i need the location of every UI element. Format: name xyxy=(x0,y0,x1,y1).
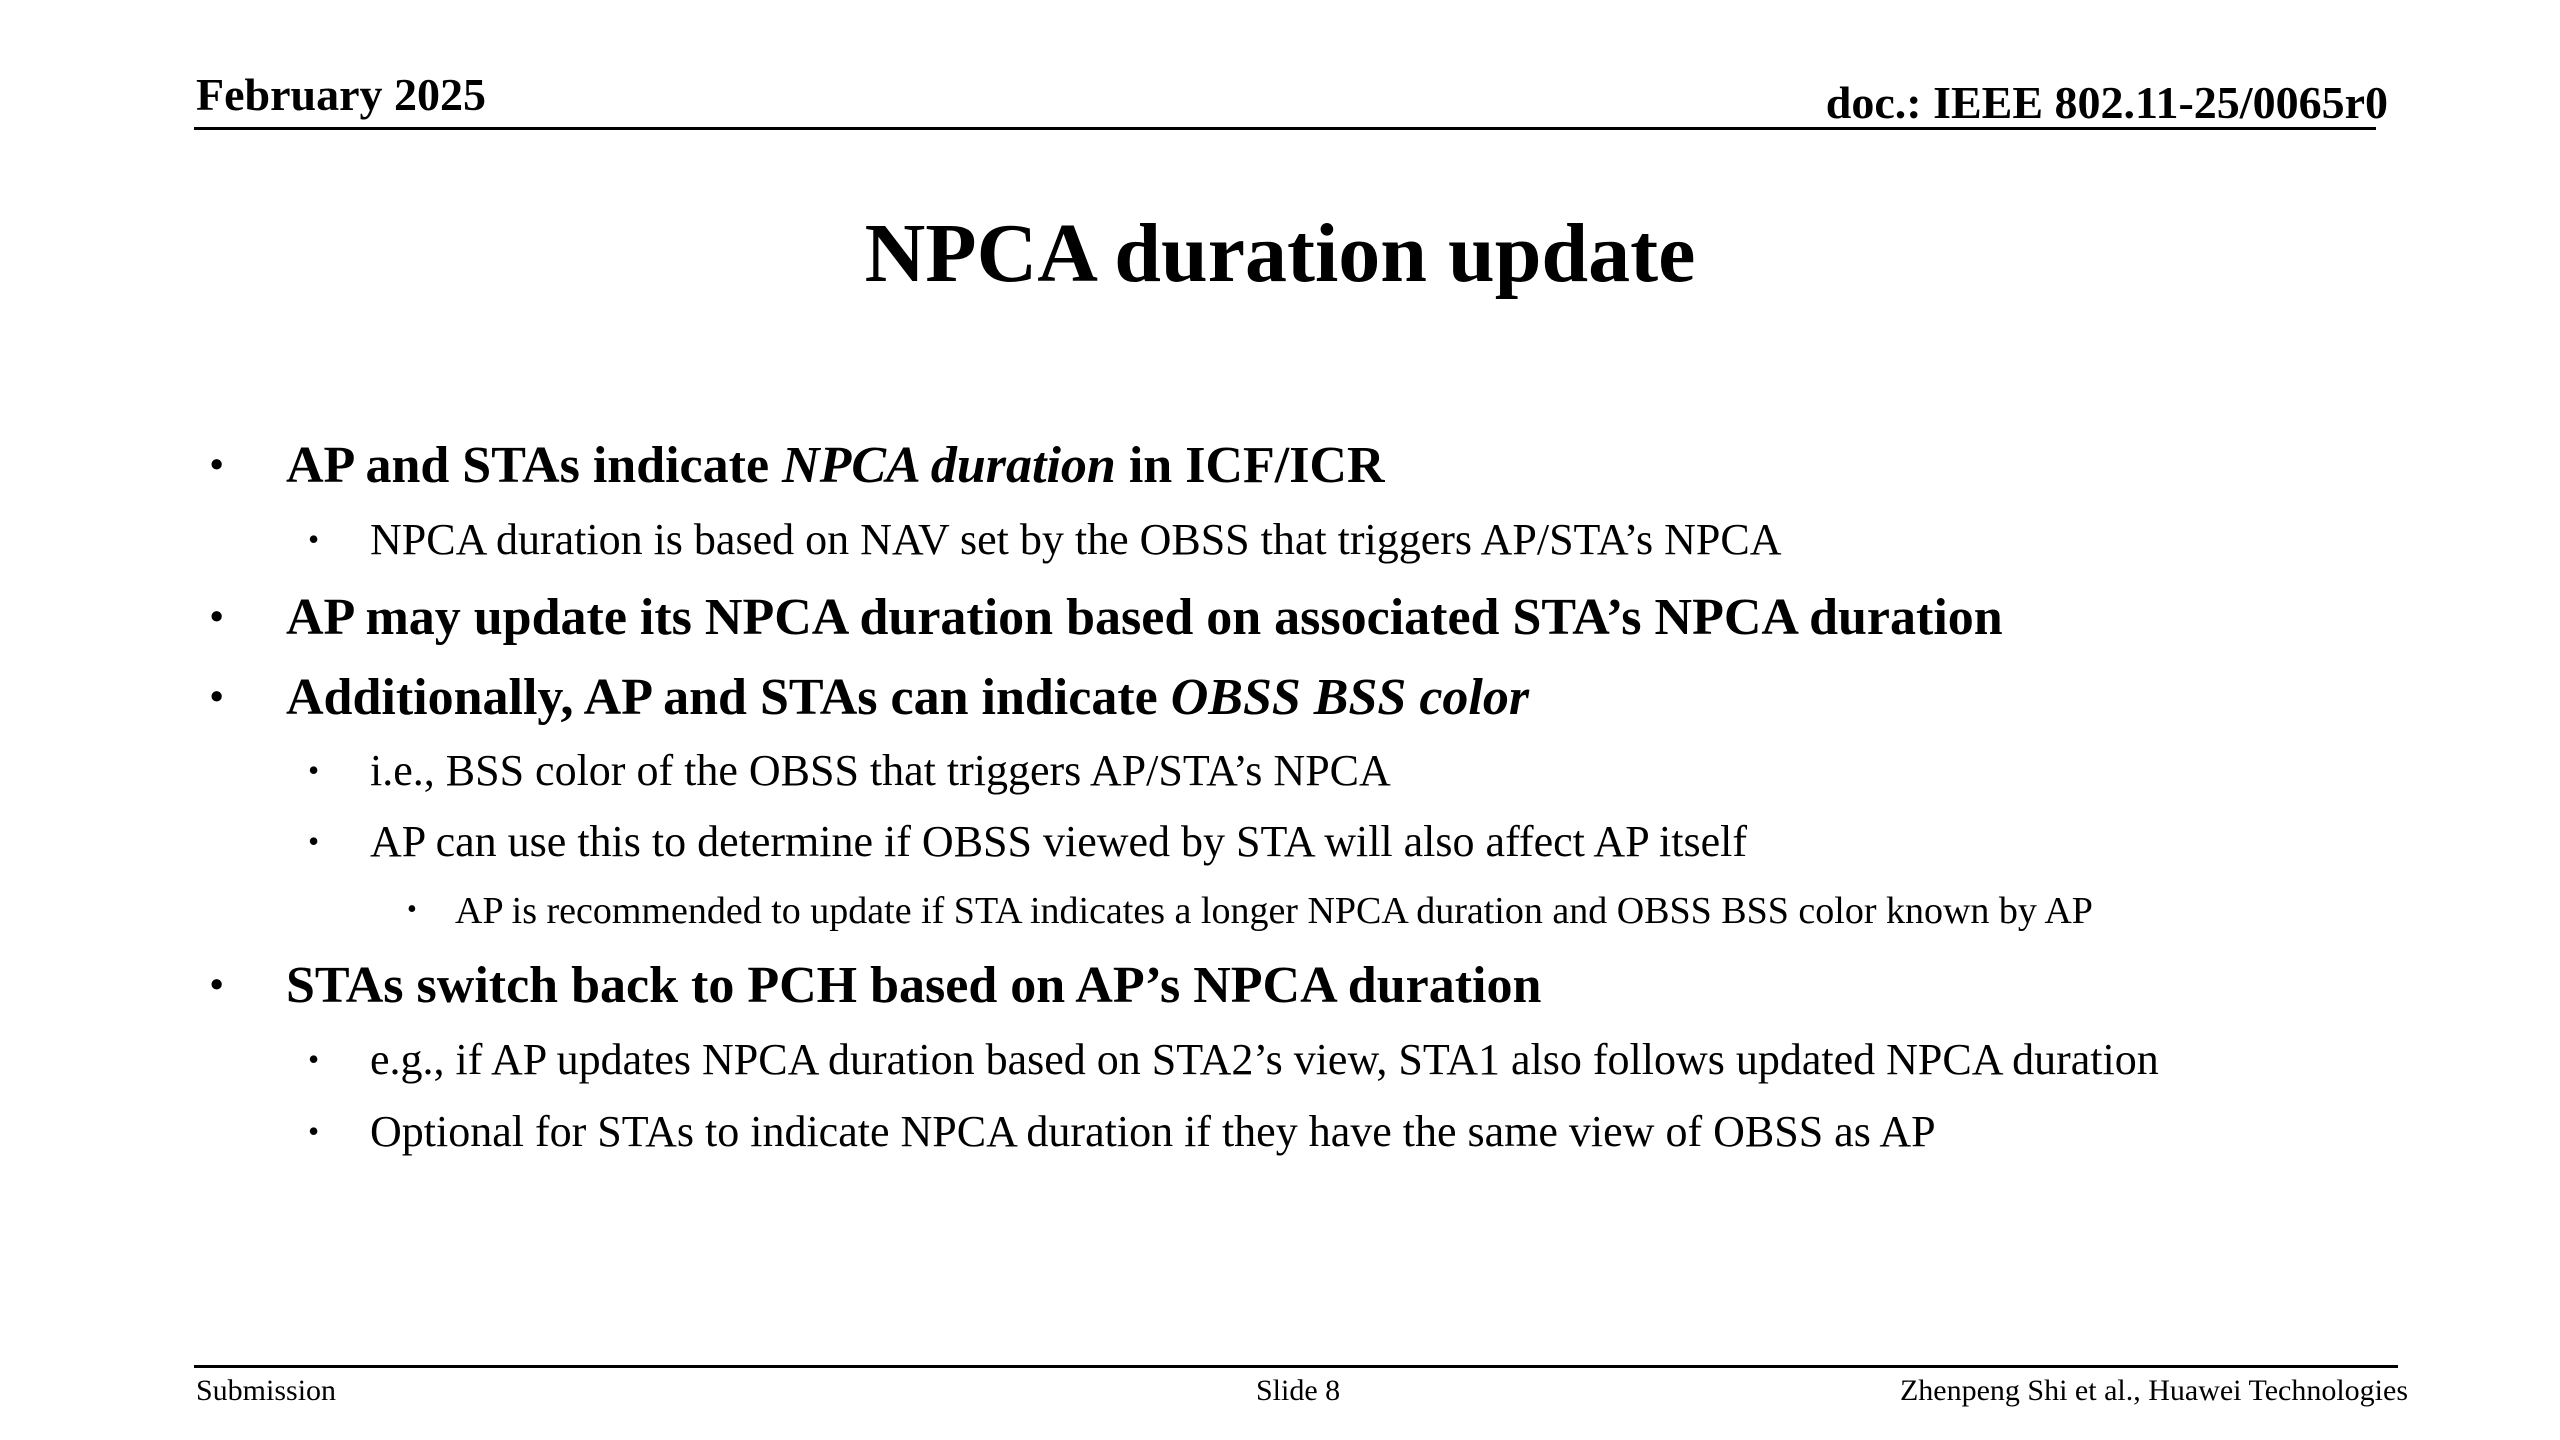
footer-slide-number: Slide 8 xyxy=(1256,1374,1341,1407)
footer-divider xyxy=(194,1365,2398,1368)
bullet-item-level-1 xyxy=(210,437,1385,494)
bullet-item-level-1 xyxy=(210,589,2003,646)
footer-authors: Zhenpeng Shi et al., Huawei Technologies xyxy=(1899,1374,2408,1407)
bullet-icon: • xyxy=(407,894,417,925)
bullet-text: i.e., BSS color of the OBSS that triggers AP/STA’s NPCA xyxy=(370,746,1391,795)
bullet-item-level-2 xyxy=(308,1035,2159,1084)
bullet-item-level-2 xyxy=(308,746,1391,795)
bullet-item-level-2 xyxy=(308,817,1748,866)
bullet-text: AP may update its NPCA duration based on associated STA’s NPCA duration xyxy=(286,589,2003,646)
bullet-text: NPCA duration xyxy=(782,437,1116,494)
bullet-icon: • xyxy=(210,596,224,638)
bullet-text: NPCA duration is based on NAV set by the OBSS that triggers AP/STA’s NPCA xyxy=(370,515,1782,564)
bullet-text: e.g., if AP updates NPCA duration based on STA2’s view, STA1 also follows updated NPCA duration xyxy=(370,1035,2159,1084)
bullet-item-level-1 xyxy=(210,669,1530,726)
footer-submission: Submission xyxy=(196,1374,337,1407)
header-date: February 2025 xyxy=(196,69,487,120)
bullet-icon: • xyxy=(308,1113,320,1149)
bullet-text: in ICF/ICR xyxy=(1115,437,1385,494)
bullet-item-level-2 xyxy=(308,1107,1936,1156)
bullet-text: Additionally, AP and STAs can indicate xyxy=(286,669,1171,726)
bullet-text: AP can use this to determine if OBSS viewed by STA will also affect AP itself xyxy=(370,817,1748,866)
slide-title: NPCA duration update xyxy=(864,207,1696,300)
bullet-icon: • xyxy=(308,823,320,859)
bullet-icon: • xyxy=(308,521,320,557)
bullet-text: Optional for STAs to indicate NPCA duration if they have the same view of OBSS as AP xyxy=(370,1107,1936,1156)
bullet-text: AP is recommended to update if STA indicates a longer NPCA duration and OBSS BSS color known by AP xyxy=(455,890,2093,932)
bullet-text: AP and STAs indicate xyxy=(286,437,783,494)
bullet-text: STAs switch back to PCH based on AP’s NPCA duration xyxy=(286,957,1542,1014)
bullet-icon: • xyxy=(308,752,320,788)
bullet-icon: • xyxy=(308,1041,320,1077)
bullet-icon: • xyxy=(210,444,224,486)
bullet-item-level-1 xyxy=(210,957,1542,1014)
header-doc-id: doc.: IEEE 802.11-25/0065r0 xyxy=(1825,77,2388,128)
bullet-icon: • xyxy=(210,676,224,718)
bullet-item-level-2 xyxy=(308,515,1782,564)
bullet-item-level-3 xyxy=(407,890,2093,932)
bullet-text: OBSS BSS color xyxy=(1170,669,1530,726)
bullet-icon: • xyxy=(210,964,224,1006)
